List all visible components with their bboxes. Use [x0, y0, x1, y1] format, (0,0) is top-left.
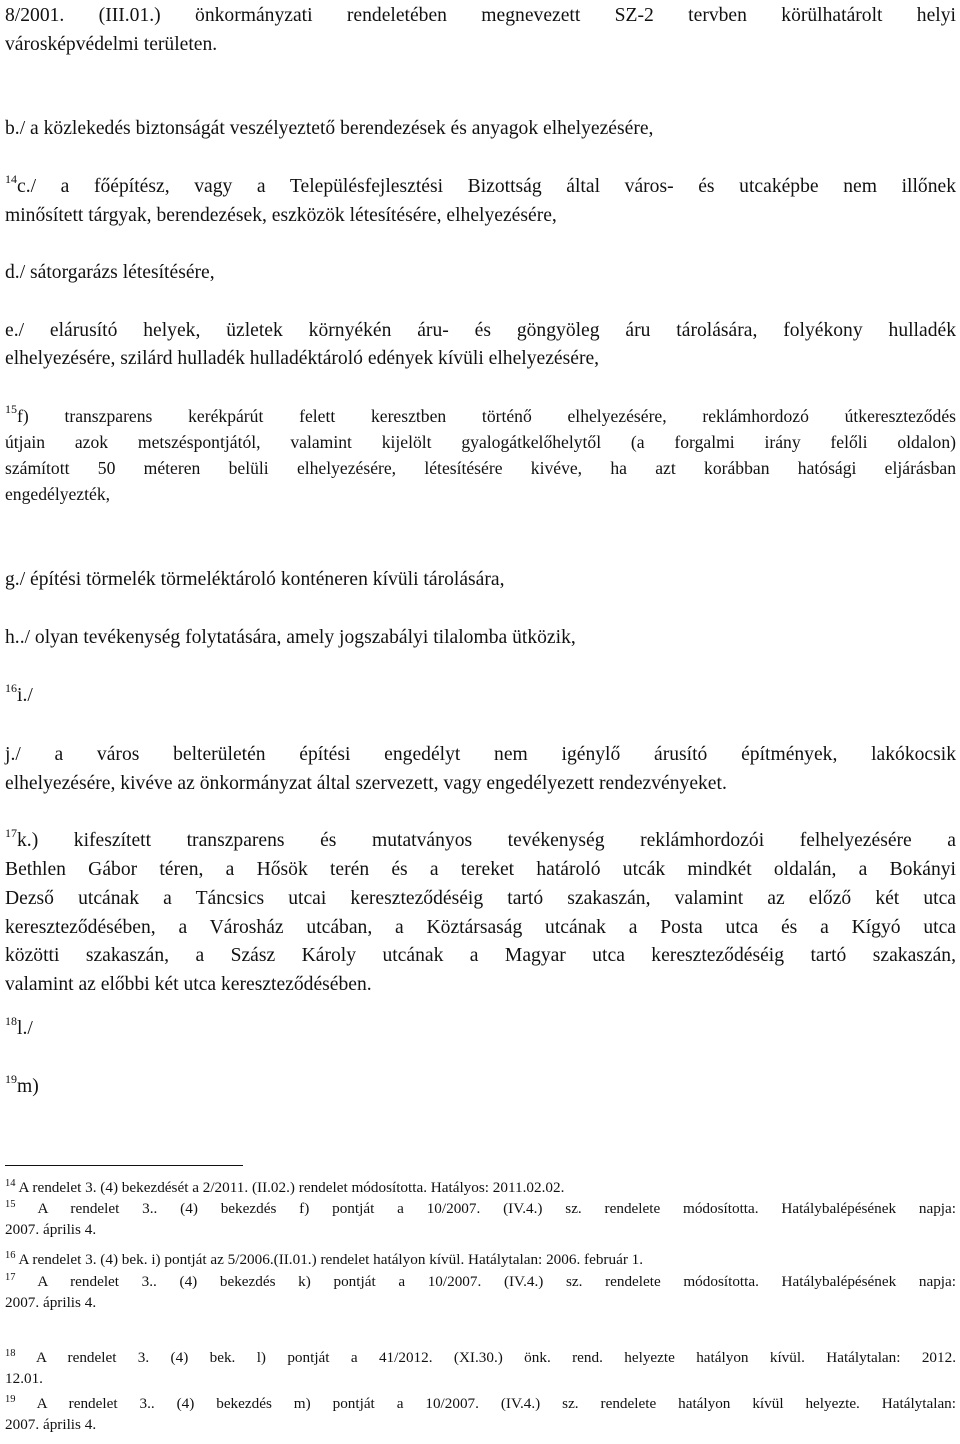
- paragraph-c-line-1: [5, 173, 956, 202]
- footnote-18-line-2: 12.01.: [5, 1370, 43, 1387]
- paragraph-j-line-1: j./ a város belterületén építési engedélyt nem igénylő árusító építmények, lakókocsik: [5, 744, 956, 765]
- footnote-number: 18: [5, 1348, 16, 1359]
- footnote-number: 16: [5, 1250, 16, 1261]
- paragraph-j-line-2: elhelyezésére, kivéve az önkormányzat által szervezett, vagy engedélyezett rendezvényeket.: [5, 773, 727, 794]
- paragraph-d: d./ sátorgarázs létesítésére,: [5, 262, 215, 283]
- footnote-17: [5, 1272, 956, 1293]
- footnote-separator: [5, 1165, 243, 1166]
- paragraph-h: h../ olyan tevékenység folytatására, amely jogszabályi tilalomba ütközik,: [5, 627, 576, 648]
- paragraph-k-line-4: kereszteződésében, a Városház utcában, a Köztársaság utcának a Posta utca és a Kígyó utca: [5, 917, 956, 938]
- footnote-text: A rendelet 3. (4) bekezdését a 2/2011. (II.02.) rendelet módosította. Hatályos: 2011.02.02.: [18, 1179, 565, 1196]
- footnote-14: [5, 1178, 956, 1199]
- paragraph-m: [5, 1073, 956, 1102]
- paragraph-k-line-5: közötti szakaszán, a Szász Károly utcának a Magyar utca kereszteződéséig tartó szakaszán,: [5, 945, 956, 966]
- paragraph-i-text: i./: [17, 685, 33, 706]
- footnote-16: [5, 1250, 956, 1271]
- paragraph-m-text: m): [17, 1076, 39, 1097]
- paragraph-i: [5, 682, 956, 711]
- footnote-text: A rendelet 3. (4) bek. i) pontját az 5/2006.(II.01.) rendelet hatályon kívül. Hatálytalan: 2006. február 1.: [18, 1251, 644, 1268]
- footnote-ref-19: 19: [5, 1072, 17, 1086]
- footnote-text: A rendelet 3.. (4) bekezdés m) pontját a 10/2007. (IV.4.) sz. rendelete hatályon kívül helyezte. Hatálytalan:: [36, 1395, 956, 1412]
- paragraph-k-line-6: valamint az előbbi két utca kereszteződésében.: [5, 974, 372, 995]
- paragraph-f-line-4: engedélyezték,: [5, 484, 111, 504]
- paragraph-g: g./ építési törmelék törmeléktároló konténeren kívüli tárolására,: [5, 569, 505, 590]
- footnote-15: [5, 1199, 956, 1220]
- footnote-15-line-2: 2007. április 4.: [5, 1221, 97, 1238]
- footnote-number: 14: [5, 1178, 16, 1189]
- footnote-17-line-2: 2007. április 4.: [5, 1294, 97, 1311]
- paragraph-l-text: l./: [17, 1018, 33, 1039]
- footnote-number: 15: [5, 1199, 16, 1210]
- paragraph-k-line-3: Dezső utcának a Táncsics utcai kereszteződéséig tartó szakaszán, valamint az előző két utca: [5, 888, 956, 909]
- footnote-ref-14: 14: [5, 172, 17, 186]
- paragraph-f-text-1: f) transzparens kerékpárút felett keresztben történő elhelyezésére, reklámhordozó útkereszteződés: [17, 406, 956, 426]
- paragraph-c-text-1: c./ a főépítész, vagy a Településfejlesztési Bizottság által város- és utcaképbe nem illőnek: [17, 176, 956, 197]
- paragraph-k-line-2: Bethlen Gábor téren, a Hősök terén és a tereket határoló utcák mindkét oldalán, a Bokányi: [5, 859, 956, 880]
- footnote-19: [5, 1394, 956, 1415]
- paragraph-f-line-1: [5, 404, 956, 429]
- footnote-ref-15: 15: [5, 402, 17, 416]
- paragraph-f-line-2: útjain azok metszéspontjától, valamint kijelölt gyalogátkelőhelytől (a forgalmi irány felőli oldalon): [5, 432, 956, 452]
- footnote-ref-18: 18: [5, 1014, 17, 1028]
- paragraph-k-line-1: [5, 827, 956, 856]
- paragraph-b: b./ a közlekedés biztonságát veszélyeztető berendezések és anyagok elhelyezésére,: [5, 118, 654, 139]
- paragraph-e-line-2: elhelyezésére, szilárd hulladék hulladéktároló edények kívüli elhelyezésére,: [5, 348, 600, 369]
- footnote-text: A rendelet 3.. (4) bekezdés k) pontját a 10/2007. (IV.4.) sz. rendelete módosította. Hatálybalépésének napja:: [37, 1273, 956, 1290]
- footnote-text: A rendelet 3. (4) bek. l) pontját a 41/2012. (XI.30.) önk. rend. helyezte hatályon kívül. Hatálytalan: 2012.: [36, 1349, 956, 1366]
- paragraph-k-text-1: k.) kifeszített transzparens és mutatványos tevékenység reklámhordozói felhelyezésére a: [17, 830, 956, 851]
- paragraph-c-line-2: minősített tárgyak, berendezések, eszközök létesítésére, elhelyezésére,: [5, 205, 557, 226]
- footnote-number: 19: [5, 1394, 16, 1405]
- footnote-ref-17: 17: [5, 826, 17, 840]
- footnote-number: 17: [5, 1272, 16, 1283]
- footnote-19-line-2: 2007. április 4.: [5, 1416, 97, 1433]
- footnote-18: [5, 1348, 956, 1369]
- footnote-text: A rendelet 3.. (4) bekezdés f) pontját a 10/2007. (IV.4.) sz. rendelete módosította. Hatálybalépésének napja:: [37, 1200, 956, 1217]
- paragraph-a-continuation-line-1: 8/2001. (III.01.) önkormányzati rendeletében megnevezett SZ-2 tervben körülhatárolt helyi: [5, 5, 956, 26]
- paragraph-f-line-3: számított 50 méteren belüli elhelyezésére, létesítésére kivéve, ha azt korábban hatósági eljárásban: [5, 458, 956, 478]
- paragraph-l: [5, 1015, 956, 1044]
- paragraph-e-line-1: e./ elárusító helyek, üzletek környékén áru- és göngyöleg áru tárolására, folyékony hulladék: [5, 320, 956, 341]
- footnote-ref-16: 16: [5, 681, 17, 695]
- paragraph-a-continuation-line-2: városképvédelmi területen.: [5, 34, 218, 55]
